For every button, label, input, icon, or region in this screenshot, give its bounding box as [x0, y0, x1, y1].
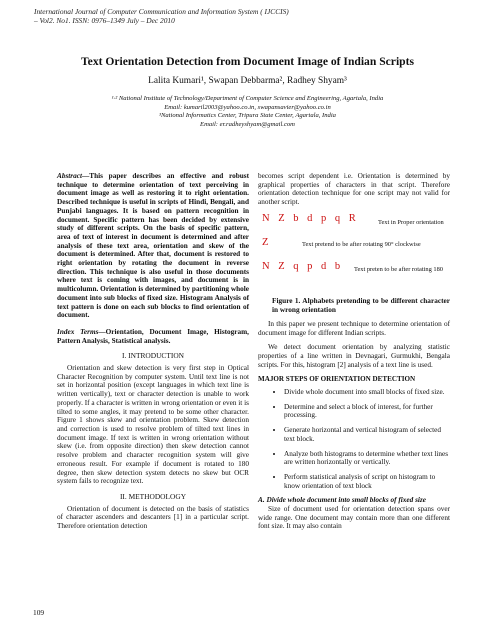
affiliation-email: Email: er.radheyshyam@gmail.com: [200, 120, 295, 128]
continued-paragraph: becomes script dependent i.e. Orientation is determined by graphical properties of characters in that script. Therefore orientation detection technique for one script may not valid for another script.: [258, 172, 450, 207]
right-paragraph-2: We detect document orientation by analyzing statistic properties of a line written in Devnagari, Gurmukhi, Bengala scripts. For this, histogram [2] analysis of a text line is used.: [258, 343, 450, 369]
index-terms: [57, 328, 249, 345]
section-heading-introduction: I. INTRODUCTION: [122, 351, 184, 361]
left-column: [57, 172, 249, 531]
index-terms-label: Index Terms: [57, 327, 99, 336]
abstract-text: —This paper describes an effective and robust technique to determine orientation of text perceiving in document image as well as restoring it to right orientation. Described technique is useful in scripts of Hindi, Bengali, and Punjabi languages. It is based on pattern recognition in document. Specific pattern has been decided by extensive study of different scripts. On the basis of specific pattern, area of text of interest in document is determined and after analysis of these text area, orientation and skew of the document is determined. After that, document is restored to right orientation by rotating the document in reverse direction. This technique is also useful in those documents where text is coming with images, and document is in multicolumn. Orientation is determined by partitioning whole document into sub blocks of fixed size. Histogram Analysis of text pattern is done on each sub blocks to find orientation of document.: [57, 172, 249, 320]
introduction-paragraph: Orientation and skew detection is very first step in Optical Character Recognition by computer system. Until text line is not set in horizontal position (except languages in which text line is written vertically), text or character detection is unable to work properly. If a character is written in wrong orientation or even it is tilted to some angles, it may pretend to be some other character. Figure 1 shows skew and orientation problem. Skew detection and correction is used to resolve problem of tilted text lines in document image. If text is written in wrong orientation without skew (i.e. from opposite direction) then skew detection cannot resolve problem and character recognition system will give erroneous result. For example if document is rotated to 180 degree, then skew detection system detects no skew but OCR system fails to recognize text.: [57, 364, 249, 486]
figure-row-2-letter: Z: [262, 236, 272, 248]
section-heading-methodology: II. METHODOLOGY: [119, 491, 187, 501]
subsection-heading: A. Divide whole document into small blocks of fixed size: [258, 496, 426, 505]
steps-heading: MAJOR STEPS OF ORIENTATION DETECTION: [258, 375, 416, 384]
figure-1-caption: Figure 1. Alphabets pretending to be different character in wrong orientation: [272, 295, 450, 314]
affiliations: [0, 95, 495, 129]
right-column: [258, 172, 450, 531]
figure-row-3-letters: N Z q p d b: [262, 260, 344, 272]
index-terms-text: —Orientation, Document Image, Histogram, Pattern Analysis, Statistical analysis.: [57, 327, 249, 345]
abstract-label: Abstract: [57, 172, 82, 180]
journal-header: [34, 7, 464, 25]
paper-authors: Lalita Kumari¹, Swapan Debbarma², Radhey Shyam³: [148, 76, 347, 86]
list-item: • Divide whole document into small blocks of fixed size.: [284, 388, 450, 397]
affiliation-line: ³National Informatics Center, Tripura State Center, Agartala, India: [159, 112, 336, 120]
methodology-paragraph: Orientation of document is detected on the basis of statistics of character ascenders and descanters [1] in a particular script. Therefore orientation detection: [57, 504, 249, 531]
figure-row-1-note: Text in Proper orientation: [378, 218, 444, 226]
figure-row-2-note: Text pretend to be after rotating 90° clockwise: [302, 240, 421, 248]
affiliation-email: Email: kumaril2003@yahoo.co.in, swapansavier@yahoo.co.in: [164, 103, 331, 111]
paper-title: Text Orientation Detection from Document Image of Indian Scripts: [81, 55, 414, 68]
journal-line-2: – Vol2. No1. ISSN: 0976–1349 July – Dec 2010: [34, 16, 175, 25]
steps-list: [258, 388, 450, 490]
list-item: • Analyze both histograms to determine whether text lines are written horizontally or vertically.: [284, 450, 450, 467]
figure-1: [258, 213, 450, 288]
list-item: • Determine and select a block of interest, for further processing.: [284, 403, 450, 420]
figure-row-3-note: Text preten to be after rotating 180: [354, 265, 443, 273]
affiliation-line: ¹·² National Institute of Technology/Department of Computer Science and Engineering, Agartala, India: [111, 95, 384, 102]
list-item: • Generate horizontal and vertical histogram of selected text block.: [284, 426, 450, 443]
right-paragraph-1: In this paper we present technique to determine orientation of document image for different Indian scripts.: [258, 319, 450, 337]
subsection-paragraph: Size of document used for orientation detection spans over wide range. One document may contain more than one different font size. It may also contain: [258, 505, 450, 531]
abstract: [57, 172, 249, 320]
figure-row-1-letters: N Z b d p q R: [262, 212, 359, 224]
journal-line-1: International Journal of Computer Communication and Information System ( IJCCIS): [34, 7, 289, 16]
page-number: 109: [33, 608, 45, 617]
list-item: • Perform statistical analysis of script on histogram to know orientation of text block: [284, 473, 450, 490]
